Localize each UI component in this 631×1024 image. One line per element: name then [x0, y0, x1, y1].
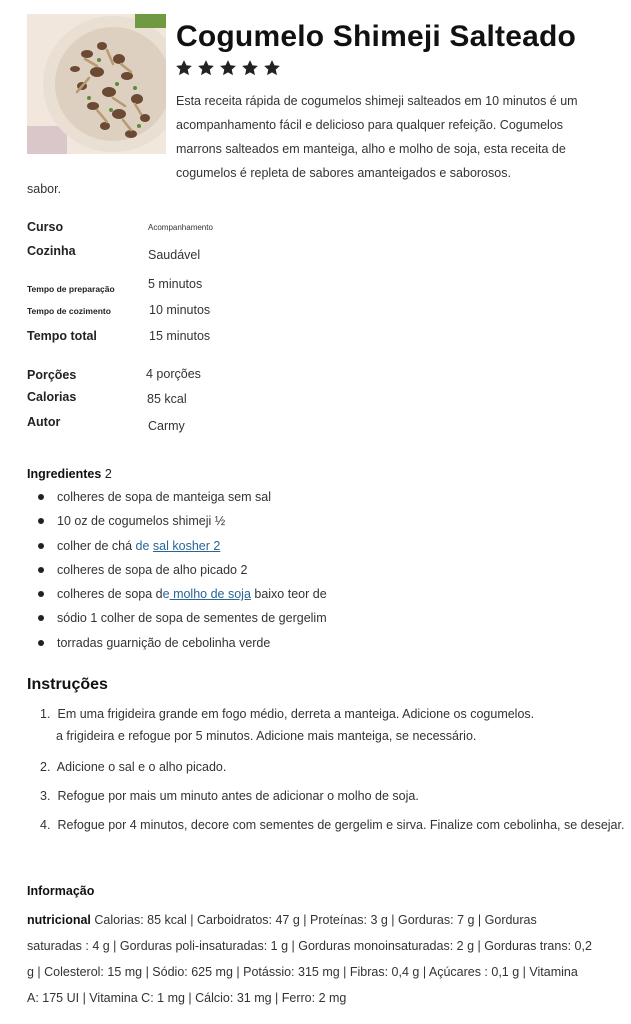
calories-label: Calorias	[27, 390, 77, 404]
total-time-value: 15 minutos	[149, 329, 211, 343]
rating-stars[interactable]	[175, 59, 285, 81]
prep-time-label: Tempo de preparação	[27, 284, 115, 294]
recipe-photo	[27, 14, 166, 154]
curso-value: Acompanhamento	[148, 223, 213, 232]
ingredient-item: sódio 1 colher de sopa de sementes de gergelim	[27, 606, 327, 630]
star-icon	[175, 59, 193, 77]
cozinha-label: Cozinha	[27, 244, 76, 258]
ingredient-item: colheres de sopa de manteiga sem sal	[27, 485, 327, 509]
recipe-title: Cogumelo Shimeji Salteado	[176, 20, 577, 53]
servings-value[interactable]: 4 porções	[146, 367, 201, 381]
curso-label: Curso	[27, 220, 64, 234]
calories-value: 85 kcal	[147, 392, 187, 406]
instruction-step: 2. Adicione o sal e o alho picado.	[40, 760, 227, 774]
author-label: Autor	[27, 415, 61, 429]
bullet-icon	[38, 543, 44, 549]
recipe-summary-tail: sabor.	[27, 182, 62, 196]
instruction-step: 1. Em uma frigideira grande em fogo médio, derreta a manteiga. Adicione os cogumelos. a frigideira e refogue por 5 minutos. Adicione mais manteiga, se necessário.	[40, 707, 535, 743]
ingredients-heading	[27, 467, 112, 481]
instructions-heading: Instruções	[27, 676, 108, 693]
ingredient-item: colheres de sopa de molho de soja baixo teor de	[27, 582, 327, 606]
recipe-summary: Esta receita rápida de cogumelos shimeji salteados em 10 minutos é um acompanhamento fácil e delicioso para qualquer refeição. Cogumelos marrons salteados em manteiga, alho e molho de soja, esta receita de cogumelos é repleta de sabores amanteigados e saborosos.	[176, 94, 578, 180]
ingredient-item: colher de chá de sal kosher 2	[27, 534, 327, 558]
instruction-step: 3. Refogue por mais um minuto antes de adicionar o molho de soja.	[40, 789, 419, 803]
mushroom-dish-image	[27, 14, 166, 154]
ingredient-link-sal-kosher[interactable]: sal kosher	[152, 538, 210, 553]
ingredient-item: 10 oz de cogumelos shimeji ½	[27, 509, 327, 533]
star-icon	[241, 59, 259, 77]
nutrition-info	[27, 907, 592, 1011]
cook-time-value: 10 minutos	[149, 303, 211, 317]
bullet-icon	[38, 518, 44, 524]
author-value: Carmy	[148, 419, 185, 433]
cozinha-value: Saudável	[148, 248, 201, 262]
bullet-icon	[38, 591, 44, 597]
ingredients-list	[27, 485, 327, 655]
instruction-step: 4. Refogue por 4 minutos, decore com sementes de gergelim e sirva. Finalize com cebolinha, se desejar.	[40, 818, 625, 832]
servings-label: Porções	[27, 368, 77, 382]
star-icon	[263, 59, 281, 77]
prep-time-value: 5 minutos	[148, 277, 203, 291]
star-icon	[197, 59, 215, 77]
ingredients-title: Ingredientes	[27, 467, 102, 481]
bullet-icon	[38, 615, 44, 621]
bullet-icon	[38, 567, 44, 573]
nutrition-values: Calorias: 85 kcal | Carboidratos: 47 g | Proteínas: 3 g | Gorduras: 7 g | Gorduras saturadas : 4 g | Gorduras poli-insaturadas: 1 g | Gorduras monoinsaturadas: 2 g | Gorduras trans: 0,2 g | Colesterol: 15 mg | Sódio: 625 mg | Potássio: 315 mg | Fibras: 0,4 g | Açúcares : 0,1 g | Vitamina A: 175 UI | Vitamina C: 1 mg | Cálcio: 31 mg | Ferro: 2 mg	[27, 913, 592, 1005]
cook-time-label: Tempo de cozimento	[27, 306, 111, 316]
ingredients-count: 2	[104, 467, 112, 481]
total-time-label: Tempo total	[27, 329, 97, 343]
nutrition-label: nutricional	[27, 913, 91, 927]
ingredient-item: colheres de sopa de alho picado 2	[27, 558, 327, 582]
bullet-icon	[38, 494, 44, 500]
star-icon	[219, 59, 237, 77]
ingredient-item: torradas guarnição de cebolinha verde	[27, 631, 327, 655]
nutrition-heading: Informação	[27, 884, 95, 898]
bullet-icon	[38, 640, 44, 646]
ingredient-link-molho-de-soja[interactable]: molho de soja	[169, 587, 251, 602]
